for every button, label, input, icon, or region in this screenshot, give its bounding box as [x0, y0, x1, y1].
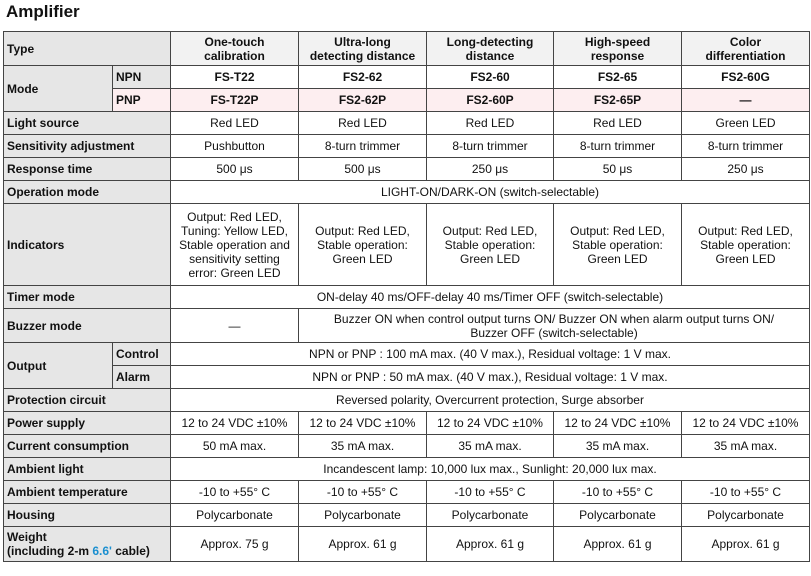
pnp-model: FS2-60P [427, 89, 554, 112]
table-cell: Buzzer ON when control output turns ON/ Buzzer ON when alarm output turns ON/ Buzzer OFF (switch-selectable) [299, 309, 810, 343]
col-header-2: Ultra-long detecting distance [299, 32, 427, 66]
table-cell: Red LED [299, 112, 427, 135]
power-label: Power supply [4, 412, 171, 435]
alarm-label: Alarm [113, 366, 171, 389]
table-cell: -10 to +55° C [682, 481, 810, 504]
amplifier-spec-table [3, 31, 810, 562]
table-cell: Approx. 61 g [682, 527, 810, 562]
npn-label: NPN [113, 66, 171, 89]
table-cell: 8-turn trimmer [682, 135, 810, 158]
table-cell: Approx. 61 g [427, 527, 554, 562]
output-control-row [4, 343, 810, 366]
col-header-3: Long-detecting distance [427, 32, 554, 66]
ambient-light-row [4, 458, 810, 481]
light-source-label: Light source [4, 112, 171, 135]
table-cell: Red LED [554, 112, 682, 135]
housing-label: Housing [4, 504, 171, 527]
operation-label: Operation mode [4, 181, 171, 204]
ambient-temp-label: Ambient temperature [4, 481, 171, 504]
table-cell: 50 μs [554, 158, 682, 181]
table-cell: 50 mA max. [171, 435, 299, 458]
table-cell: -10 to +55° C [299, 481, 427, 504]
pnp-model: FS-T22P [171, 89, 299, 112]
table-cell: ON-delay 40 ms/OFF-delay 40 ms/Timer OFF (switch-selectable) [171, 286, 810, 309]
table-cell: 35 mA max. [427, 435, 554, 458]
table-cell: 500 μs [299, 158, 427, 181]
protection-row [4, 389, 810, 412]
table-cell: 35 mA max. [682, 435, 810, 458]
ambient-light-label: Ambient light [4, 458, 171, 481]
col-header-4: High-speed response [554, 32, 682, 66]
table-cell: Polycarbonate [682, 504, 810, 527]
page-title: Amplifier [6, 2, 80, 21]
table-cell: 35 mA max. [554, 435, 682, 458]
table-cell: 12 to 24 VDC ±10% [299, 412, 427, 435]
table-cell: Incandescent lamp: 10,000 lux max., Sunlight: 20,000 lux max. [171, 458, 810, 481]
timer-label: Timer mode [4, 286, 171, 309]
mode-label: Mode [4, 66, 113, 112]
table-cell: 500 μs [171, 158, 299, 181]
operation-row [4, 181, 810, 204]
power-row [4, 412, 810, 435]
table-cell: 8-turn trimmer [299, 135, 427, 158]
table-cell: 8-turn trimmer [427, 135, 554, 158]
sensitivity-row [4, 135, 810, 158]
table-cell: Approx. 75 g [171, 527, 299, 562]
table-cell: LIGHT-ON/DARK-ON (switch-selectable) [171, 181, 810, 204]
sensitivity-label: Sensitivity adjustment [4, 135, 171, 158]
weight-label: Weight (including 2-m 6.6' cable) [4, 527, 171, 562]
table-cell: Reversed polarity, Overcurrent protection, Surge absorber [171, 389, 810, 412]
table-cell: — [171, 309, 299, 343]
table-cell: Output: Red LED, Stable operation: Green LED [682, 204, 810, 286]
output-label: Output [4, 343, 113, 389]
table-cell: Pushbutton [171, 135, 299, 158]
pnp-model: FS2-62P [299, 89, 427, 112]
table-cell: NPN or PNP : 100 mA max. (40 V max.), Residual voltage: 1 V max. [171, 343, 810, 366]
table-cell: -10 to +55° C [171, 481, 299, 504]
table-cell: Approx. 61 g [554, 527, 682, 562]
table-cell: Polycarbonate [554, 504, 682, 527]
buzzer-row [4, 309, 810, 343]
cable-length: 6.6' [92, 544, 112, 558]
housing-row [4, 504, 810, 527]
consumption-row [4, 435, 810, 458]
response-label: Response time [4, 158, 171, 181]
pnp-label: PNP [113, 89, 171, 112]
npn-model: FS2-65 [554, 66, 682, 89]
output-alarm-row [4, 366, 810, 389]
table-cell: -10 to +55° C [427, 481, 554, 504]
table-cell: Red LED [427, 112, 554, 135]
timer-row [4, 286, 810, 309]
table-cell: Polycarbonate [427, 504, 554, 527]
col-header-1: One-touch calibration [171, 32, 299, 66]
table-cell: Polycarbonate [171, 504, 299, 527]
table-cell: Polycarbonate [299, 504, 427, 527]
table-cell: Output: Red LED, Stable operation: Green LED [299, 204, 427, 286]
table-cell: NPN or PNP : 50 mA max. (40 V max.), Residual voltage: 1 V max. [171, 366, 810, 389]
mode-pnp-row [4, 89, 810, 112]
pnp-model: FS2-65P [554, 89, 682, 112]
table-cell: Green LED [682, 112, 810, 135]
table-cell: 35 mA max. [299, 435, 427, 458]
indicators-label: Indicators [4, 204, 171, 286]
table-cell: 12 to 24 VDC ±10% [682, 412, 810, 435]
table-cell: 12 to 24 VDC ±10% [427, 412, 554, 435]
table-cell: Output: Red LED, Stable operation: Green LED [554, 204, 682, 286]
header-row [4, 32, 810, 66]
table-cell: Output: Red LED, Tuning: Yellow LED, Stable operation and sensitivity setting error: Green LED [171, 204, 299, 286]
table-cell: 8-turn trimmer [554, 135, 682, 158]
response-row [4, 158, 810, 181]
table-cell: 250 μs [427, 158, 554, 181]
table-cell: -10 to +55° C [554, 481, 682, 504]
col-header-5: Color differentiation [682, 32, 810, 66]
table-cell: Approx. 61 g [299, 527, 427, 562]
npn-model: FS2-60G [682, 66, 810, 89]
light-source-row [4, 112, 810, 135]
table-cell: Output: Red LED, Stable operation: Green LED [427, 204, 554, 286]
pnp-model: — [682, 89, 810, 112]
type-label: Type [4, 32, 171, 66]
mode-npn-row [4, 66, 810, 89]
ambient-temp-row [4, 481, 810, 504]
table-cell: 250 μs [682, 158, 810, 181]
table-cell: 12 to 24 VDC ±10% [171, 412, 299, 435]
table-cell: 12 to 24 VDC ±10% [554, 412, 682, 435]
buzzer-label: Buzzer mode [4, 309, 171, 343]
npn-model: FS2-62 [299, 66, 427, 89]
indicators-row [4, 204, 810, 286]
weight-row [4, 527, 810, 562]
npn-model: FS2-60 [427, 66, 554, 89]
consumption-label: Current consumption [4, 435, 171, 458]
protection-label: Protection circuit [4, 389, 171, 412]
npn-model: FS-T22 [171, 66, 299, 89]
table-cell: Red LED [171, 112, 299, 135]
control-label: Control [113, 343, 171, 366]
